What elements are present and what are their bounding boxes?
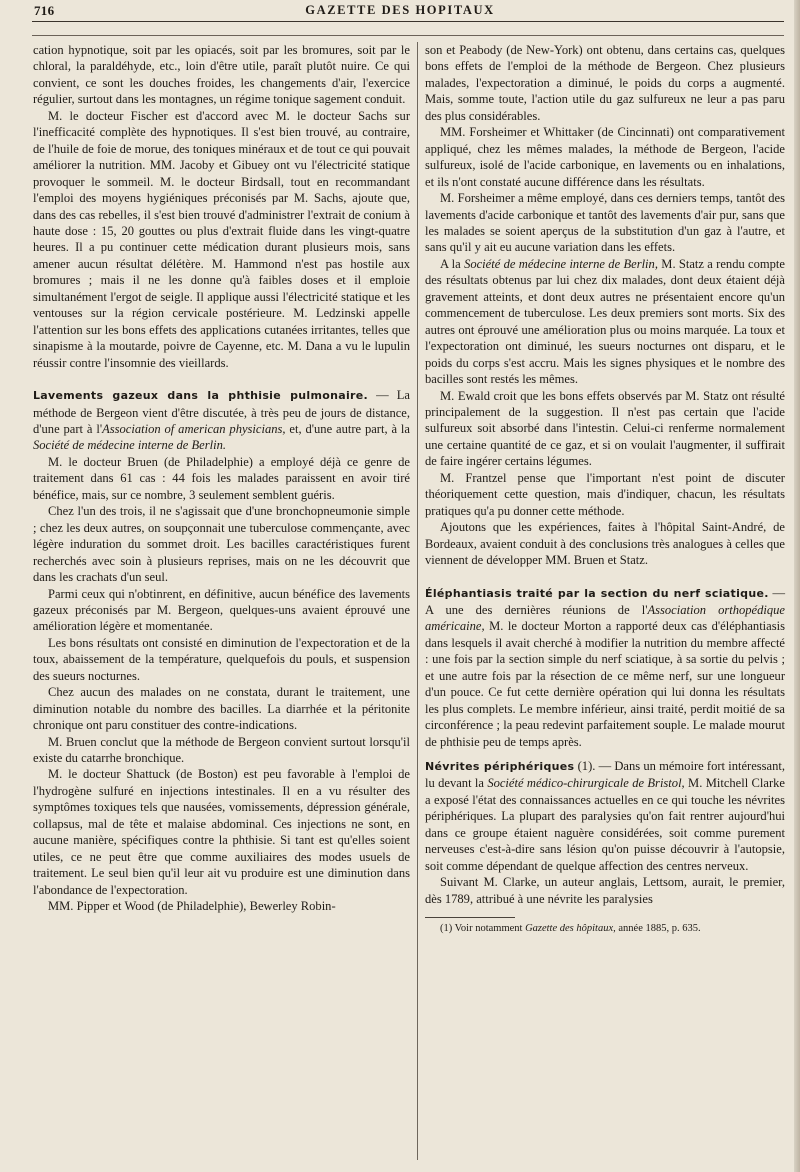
section-title-elephantiasis: Éléphantiasis traité par la section du nerf sciatique. <box>425 586 769 600</box>
text-run: année 1885, p. 635. <box>615 923 701 935</box>
section-gap <box>425 569 785 585</box>
text-run: — Dans un mémoire fort intéressant, lu devant la <box>425 759 786 791</box>
paragraph: Les bons résultats ont consisté en diminution de l'expectoration et de la toux, abaissement de la température, quelquefois du pouls, et suspension des sueurs nocturnes. <box>33 635 410 683</box>
section-title-lavements: Lavements gazeux dans la phthisie pulmonaire. <box>33 389 368 403</box>
left-column <box>33 42 410 1172</box>
text-run: M. Mitchell Clarke a exposé l'état des connaissances actuelles en ce qui touche les névrites périphériques. La plupart des paralysies qu'on fait rentrer aujourd'hui dans ce groupe étaient naguère considérées, soit comme purement nerveuses c'est-à-dire sans lésion qu'on puisse découvrir à l'autopsie, soit comme dépendant de quelque affection des centres nerveux. <box>425 776 785 873</box>
paragraph: MM. Forsheimer et Whittaker (de Cincinnati) ont comparativement appliqué, chez les mêmes malades, la méthode de Bergeon, l'acide sulfureux, isolé de l'acide carbonique, en lavements ou en inhalations, et ils n'ont constaté aucune différence dans les résultats. <box>425 125 785 189</box>
text-run: — La méthode de Bergeon vient d'être discutée, à très peu de jours de distance, d'une part à l' <box>33 388 410 436</box>
header-rule <box>32 21 784 22</box>
text-run: M. Statz a rendu compte des résultats obtenus par lui chez dix malades, dont deux étaient déjà gravement atteints, et dont deux autres ne présentaient encore qu'un commencement de tuberculose. Les deux premiers sont morts. Six des autres ont éprouvé une amélioration plus ou moins marquée. La toux et l'expectoration ont diminué, les sueurs nocturnes ont disparu, et le poids du corps s'est accru. Mais les signes physiques et le nombre des bacilles sont restés les mêmes. <box>425 256 785 387</box>
text-run: et, d'une autre part, à la <box>285 421 410 436</box>
paragraph: Ajoutons que les expériences, faites à l'hôpital Saint-André, de Bordeaux, avaient conduit à des conclusions très analogues à celles que viennent de développer MM. Bruen et Statz. <box>425 520 785 568</box>
italic-run: Association of american physicians, <box>102 421 286 436</box>
paragraph: MM. Pipper et Wood (de Philadelphie), Bewerley Robin- <box>48 899 336 914</box>
paragraph: M. Forsheimer a même employé, dans ces derniers temps, tantôt des lavements d'acide carbonique et tantôt des lavements d'air pur, sans que les malades se soient aperçus de la substitution d'un gaz à l'autre, et sans qu'il y ait eu aucune variation dans les effets. <box>425 191 785 255</box>
paragraph: M. Bruen conclut que la méthode de Bergeon convient surtout lorsqu'il existe du catarrhe bronchique. <box>33 734 410 766</box>
section-gap <box>33 371 410 387</box>
italic-run: Société de médecine interne de Berlin. <box>33 438 227 453</box>
text-run: — A une des dernières réunions de l' <box>425 585 785 617</box>
text-run: A la <box>440 256 465 271</box>
footnote-reference: (1). <box>574 759 596 774</box>
paragraph: Suivant M. Clarke, un auteur anglais, Lettsom, aurait, le premier, dès 1789, attribué à une névrite les paralysies <box>425 875 785 906</box>
paragraph: M. Ewald croit que les bons effets observés par M. Statz ont résulté principalement de la suggestion. Il n'est pas certain que l'acide sulfureux soit absorbé dans l'intestin. Celui-ci renferme normalement une certaine quantité de ce gaz, et si on voulait l'augmenter, il suffirait de faire ingérer certains légumes. <box>425 388 785 469</box>
right-column <box>425 42 785 1172</box>
paragraph: M. Frantzel pense que l'important n'est point de discuter théoriquement cette question, mais d'indiquer, chacun, les résultats pratiques qu'a pu donner cette méthode. <box>425 470 785 518</box>
italic-run: Société de médecine interne de Berlin, <box>464 256 658 271</box>
paragraph: cation hypnotique, soit par les opiacés, soit par les bromures, soit par le chloral, la paraldéhyde, etc., loin d'être utile, paraît plutôt nuire. Ce qui convient, ce sont les douches froides, les changements d'air, l'exercice régulier, surtout dans les montagnes, un régime tonique sagement conduit. <box>33 43 410 107</box>
text-run: (1) Voir notamment <box>440 923 526 935</box>
italic-run: Gazette des hôpitaux, <box>525 923 616 935</box>
section-gap <box>425 750 785 758</box>
footnote-rule <box>425 917 515 918</box>
paragraph: son et Peabody (de New-York) ont obtenu, dans certains cas, quelques bons effets de l'emploi de la méthode de Bergeon. Chez plusieurs malades, l'expectoration a diminué, le poids du corps a augmenté. Mais, somme toute, l'action utile du gaz sulfureux ne leur a pas paru des plus considérables. <box>425 43 785 123</box>
italic-run: Association orthopédique américaine, <box>425 602 786 634</box>
paragraph: Parmi ceux qui n'obtinrent, en définitive, aucun bénéfice des lavements gazeux préconisés par M. Bergeon, quelques-uns avaient éprouvé une amélioration légère et momentanée. <box>33 586 410 634</box>
paragraph: Chez l'un des trois, il ne s'agissait que d'une bronchopneumonie simple ; chez les deux autres, on soupçonnait une tuberculose commençante, avec légère induration du sommet droit. Les bacilles caractéristiques furent recherchés avec soin à plusieurs reprises, mais on ne les découvrit que dans les crachats d'un seul. <box>33 504 410 585</box>
paragraph: M. le docteur Bruen (de Philadelphie) a employé déjà ce genre de traitement dans 61 cas : 44 fois les malades paraissent en avoir tiré bénéfice, mais, sur ce nombre, 3 seulement semblent guéris. <box>33 454 410 502</box>
footnote <box>425 922 785 936</box>
page-edge-shadow <box>794 0 800 1172</box>
paragraph <box>425 256 785 388</box>
paragraph: Chez aucun des malades on ne constata, durant le traitement, une diminution notable du nombre des bacilles. La diarrhée et la péritonite chronique ont paru constituer des contre-indications. <box>33 685 410 733</box>
column-divider <box>417 42 418 1160</box>
text-run: M. le docteur Morton a rapporté deux cas d'éléphantiasis dans lesquels il avait cherché à modifier la nutrition du membre affecté : une fois par la section simple du nerf sciatique, à sa sortie du pelvis ; et une autre fois par la résection de ce même nerf, sur une longueur d'un pouce. Ce fut cette dernière opération qui lui donna les résultats les plus complets. Le membre inférieur, ainsi traité, perdit moitié de sa circonférence ; la peau redevint parfaitement souple. Le malade mourut de phthisie peu de temps après. <box>425 619 785 749</box>
header-double-rule <box>32 35 784 36</box>
page-number: 716 <box>34 3 55 18</box>
paragraph: M. le docteur Shattuck (de Boston) est peu favorable à l'emploi de l'hydrogène sulfuré en injections intestinales. Il en a vu résulter des symptômes toxiques tels que nausées, vomissements, dépression générale, collapsus, mal de tête et malaise abdominal. Ces injections ne sont, en aucune manière, spécifiques contre la phthisie. Si tant est qu'elles soient utiles, ce ne peut être que comme auxiliaires des modes usuels de traitement. Le seul bien qu'il leur ait vu produire est une diminution dans l'abondance de l'expectoration. <box>33 767 410 897</box>
italic-run: Société médico-chirurgicale de Bristol, <box>487 776 685 791</box>
running-head-title: GAZETTE DES HOPITAUX <box>305 3 495 17</box>
section-title-nevrites: Névrites périphériques <box>425 760 575 774</box>
paragraph: M. le docteur Fischer est d'accord avec M. le docteur Sachs sur l'inefficacité complète des hypnotiques. Il s'est bien trouvé, au contraire, de l'huile de foie de morue, des toniques minéraux et de tout ce qui pouvait améliorer la nutrition. MM. Jacoby et Gibuey ont vu l'électricité statique provoquer le sommeil. M. le docteur Birdsall, tout en recommandant l'emploi des moyens hygiéniques préconisés par M. Sachs, ajoute que, dans des cas rebelles, il s'est bien trouvé d'administrer l'extrait de conium à haute dose : 15, 20 gouttes ou plus d'extrait fluide dans les vingt-quatre heures. Il a pu continuer cette médication durant plusieurs mois, sans amener aucun résultat délétère. M. Hammond n'est pas hostile aux bromures ; mais il ne les donne qu'à faibles doses et il emploie simultanément l'ergot de seigle. Il applique aussi l'électricité statique et les ventouses sur la région cervicale postérieure. M. Ledzinski appelle l'attention sur les bons effets des applications cutanées irritantes, telles que sinapisme à la moutarde, poivre de Cayenne, etc. M. Dana a vu le lupulin réussir contre l'insomnie des vieillards. <box>33 108 410 370</box>
